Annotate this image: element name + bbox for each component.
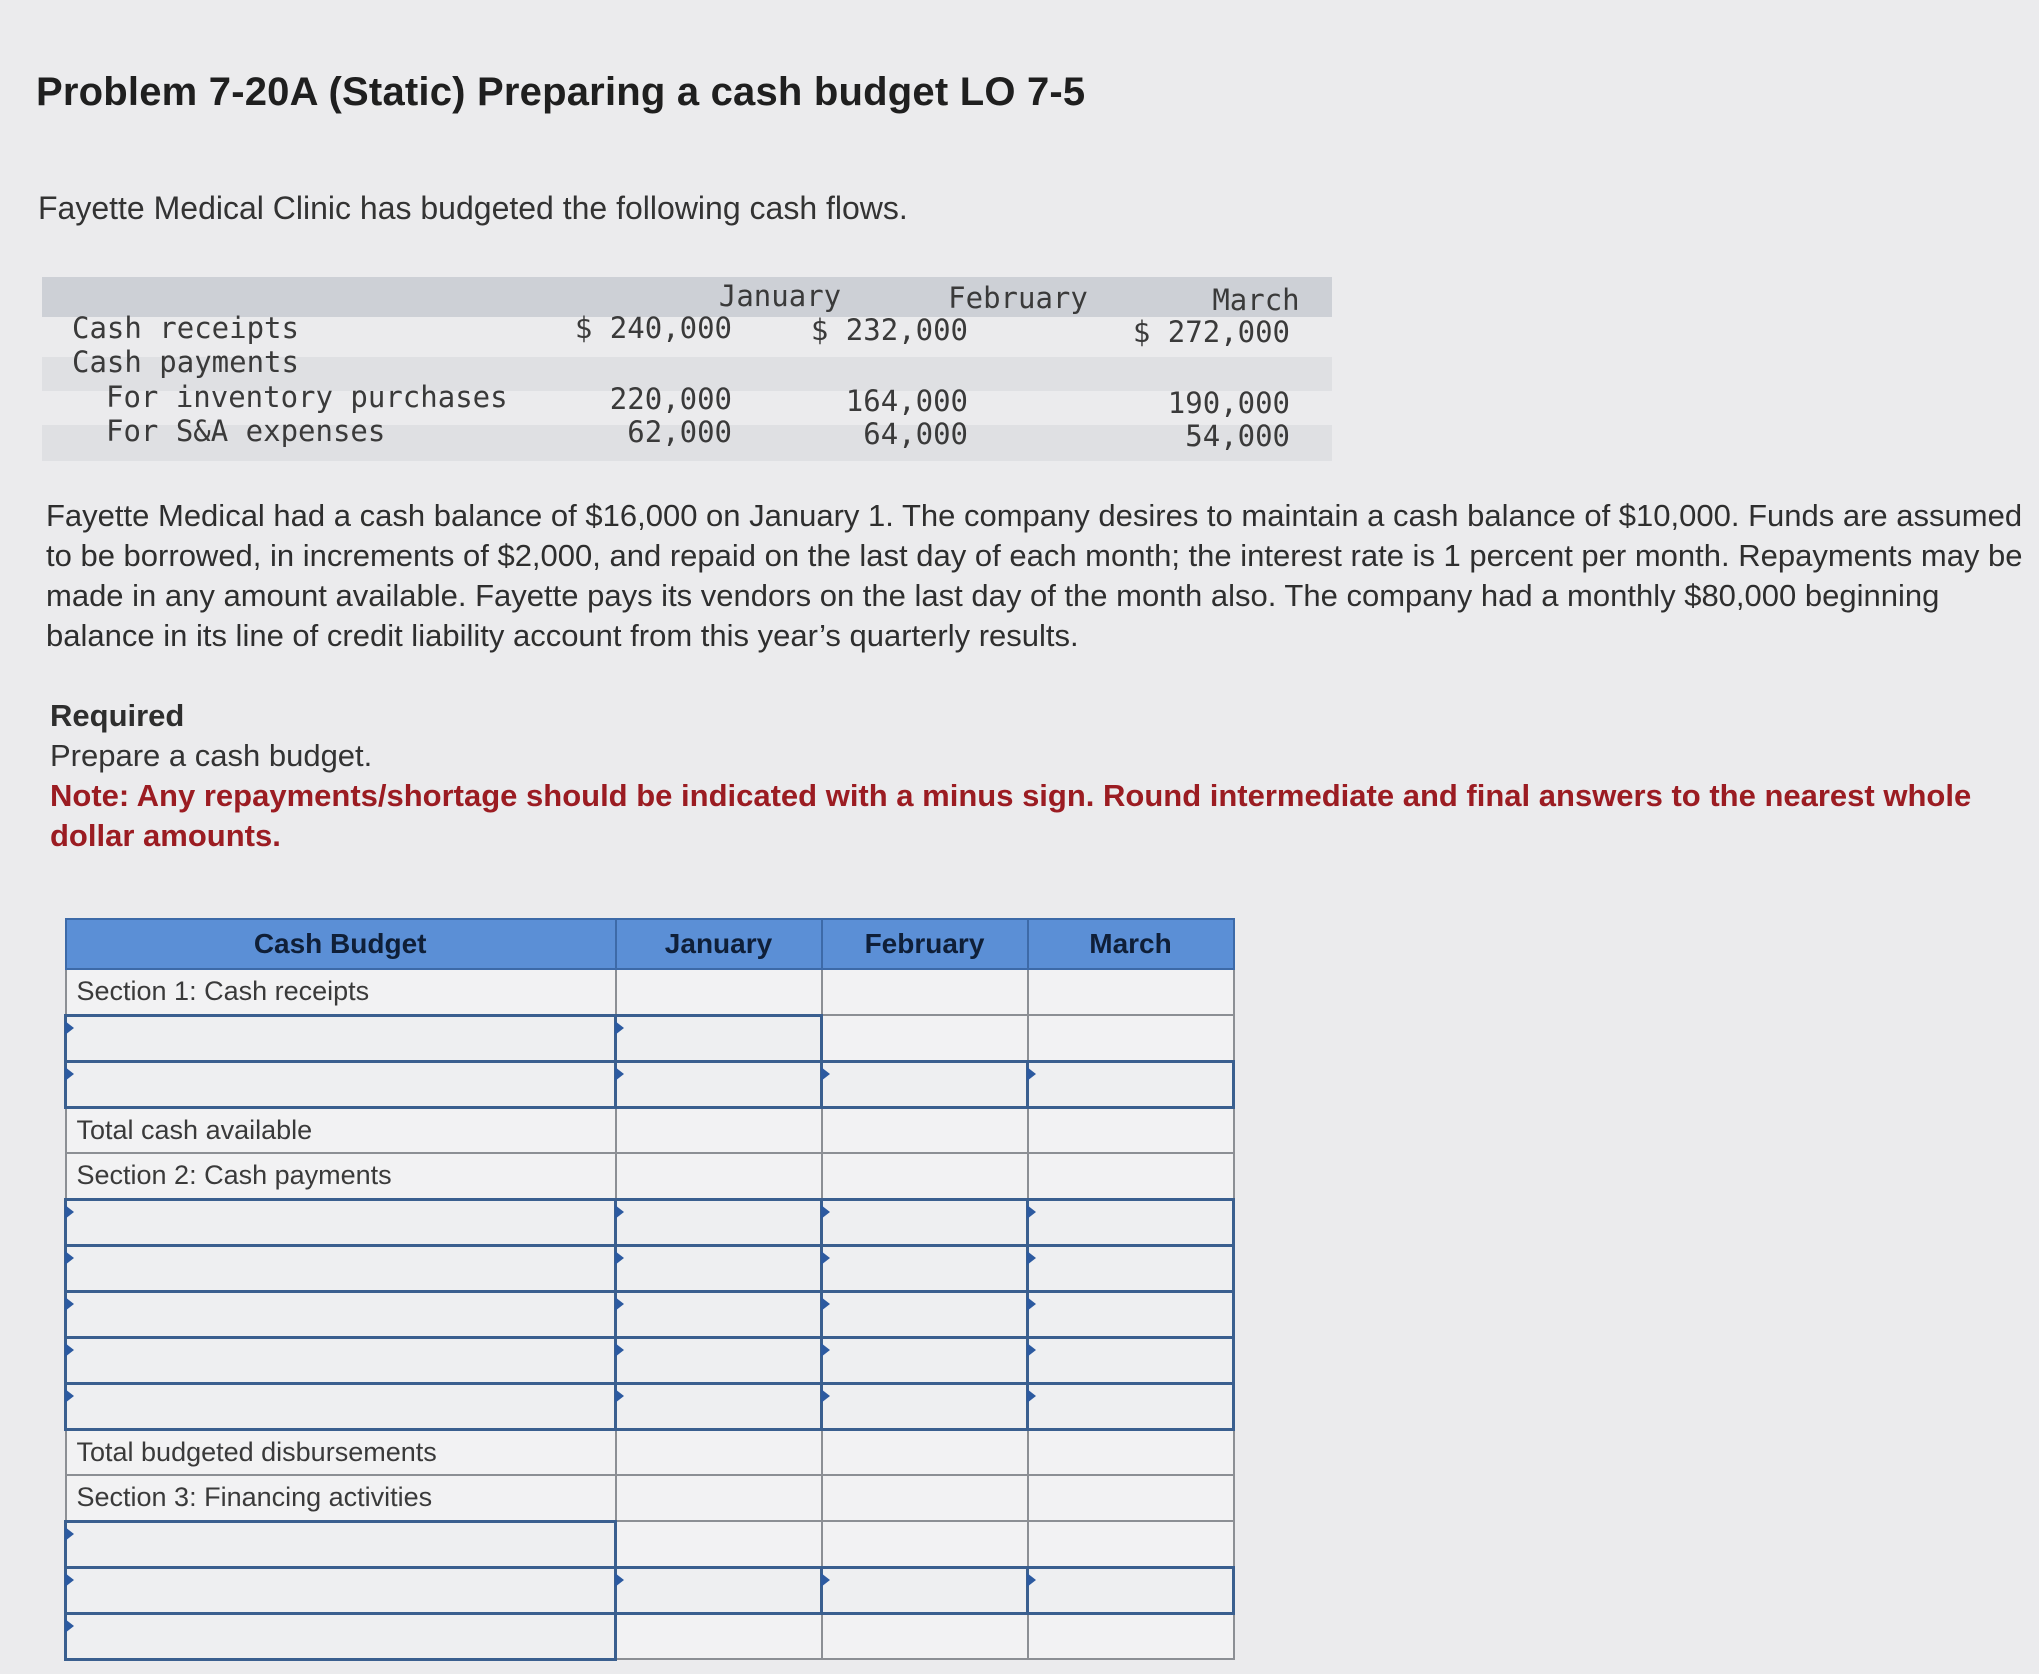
- budget-cell-february: [822, 1383, 1028, 1429]
- budget-amount-input-january[interactable]: [627, 1384, 814, 1429]
- budget-amount-input-february[interactable]: [833, 1384, 1020, 1429]
- budget-amount-input-march[interactable]: [1039, 1568, 1226, 1613]
- budget-cell-january: [616, 1107, 822, 1153]
- budget-label-dropdown[interactable]: [77, 1016, 608, 1061]
- budget-amount-input-march[interactable]: [1039, 1338, 1226, 1383]
- budget-input-row: [66, 1015, 1234, 1061]
- budget-amount-input-february[interactable]: [833, 1338, 1020, 1383]
- given-value: $ 232,000: [810, 313, 968, 347]
- budget-cell-january: [616, 1383, 822, 1429]
- budget-cell-february: [822, 1199, 1028, 1245]
- budget-amount-input-january[interactable]: [627, 1568, 814, 1613]
- budget-cell-january: [616, 1153, 822, 1199]
- budget-cell-february: [822, 1613, 1028, 1659]
- budget-cell-february: [822, 1475, 1028, 1521]
- budget-input-row: [66, 1061, 1234, 1107]
- budget-cell-label: [66, 1015, 616, 1061]
- budget-cell-label: [66, 1061, 616, 1107]
- budget-cell-march: [1028, 1199, 1234, 1245]
- budget-cell-january: [616, 1337, 822, 1383]
- budget-amount-input-january[interactable]: [627, 1338, 814, 1383]
- budget-amount-input-february[interactable]: [833, 1568, 1020, 1613]
- required-note: Note: Any repayments/shortage should be indicated with a minus sign. Round intermediate and final answers to the nearest whole dollar amounts.: [50, 778, 1972, 853]
- given-value: 220,000: [609, 382, 732, 416]
- budget-amount-input-march[interactable]: [1039, 1292, 1226, 1337]
- given-value: 62,000: [627, 415, 732, 449]
- given-row-label: For S&A expenses: [106, 414, 386, 448]
- budget-input-row: [66, 1613, 1234, 1659]
- budget-amount-input-february[interactable]: [833, 1062, 1020, 1107]
- budget-cell-february: [822, 969, 1028, 1015]
- given-month-header: January: [718, 279, 842, 313]
- problem-description: Fayette Medical had a cash balance of $16,000 on January 1. The company desires to maintain a cash balance of $10,000. Funds are assumed to be borrowed, in increments of $2,000, and repaid on the last day of each month; the interest rate is 1 percent per month. Repayments may be made in any amount available. Fayette pays its vendors on the last day of the month also. The company had a monthly $80,000 beginning balance in its line of credit liability account from this year’s quarterly results.: [46, 498, 2023, 653]
- given-month-header: February: [948, 281, 1088, 315]
- budget-input-row: [66, 1383, 1234, 1429]
- budget-cell-february: [822, 1107, 1028, 1153]
- required-task: Prepare a cash budget.: [50, 738, 373, 773]
- budget-input-row: [66, 1521, 1234, 1567]
- budget-label-dropdown[interactable]: [77, 1568, 608, 1613]
- budget-amount-input-january[interactable]: [627, 1062, 814, 1107]
- budget-amount-input-january[interactable]: [627, 1200, 814, 1245]
- budget-amount-input-january[interactable]: [627, 1016, 814, 1061]
- budget-row-label: Section 3: Financing activities: [66, 1475, 616, 1521]
- month-header-march: March: [1028, 919, 1234, 969]
- budget-label-dropdown[interactable]: [77, 1338, 608, 1383]
- budget-amount-input-march[interactable]: [1039, 1062, 1226, 1107]
- budget-cell-january: [616, 1199, 822, 1245]
- budget-label-dropdown[interactable]: [77, 1200, 608, 1245]
- cash-budget-table: [64, 918, 1235, 1661]
- budget-label-dropdown[interactable]: [77, 1246, 608, 1291]
- given-value: 64,000: [863, 417, 968, 451]
- budget-label-dropdown[interactable]: [77, 1292, 608, 1337]
- budget-cell-label: [66, 1337, 616, 1383]
- budget-cell-february: [822, 1153, 1028, 1199]
- cash-budget-header-row: [66, 919, 1234, 969]
- budget-cell-label: [66, 1199, 616, 1245]
- budget-cell-february: [822, 1061, 1028, 1107]
- budget-cell-february: [822, 1015, 1028, 1061]
- budget-amount-input-february[interactable]: [833, 1292, 1020, 1337]
- given-month-header: March: [1212, 283, 1300, 317]
- given-value: $ 240,000: [574, 311, 732, 345]
- given-row-label: For inventory purchases: [106, 380, 508, 414]
- budget-amount-input-february[interactable]: [833, 1246, 1020, 1291]
- given-row-label: Cash receipts: [72, 311, 299, 345]
- budget-cell-march: [1028, 1061, 1234, 1107]
- budget-label-row: [66, 1107, 1234, 1153]
- budget-cell-january: [616, 1567, 822, 1613]
- budget-cell-label: [66, 1567, 616, 1613]
- budget-cell-march: [1028, 1429, 1234, 1475]
- budget-row-label: Total budgeted disbursements: [66, 1429, 616, 1475]
- budget-row-label: Section 1: Cash receipts: [66, 969, 616, 1015]
- budget-input-row: [66, 1337, 1234, 1383]
- given-value: $ 272,000: [1132, 315, 1290, 349]
- budget-row-label: Section 2: Cash payments: [66, 1153, 616, 1199]
- budget-input-row: [66, 1245, 1234, 1291]
- budget-cell-march: [1028, 1291, 1234, 1337]
- budget-label-dropdown[interactable]: [77, 1062, 608, 1107]
- month-header-january: January: [616, 919, 822, 969]
- budget-amount-input-january[interactable]: [627, 1246, 814, 1291]
- budget-cell-february: [822, 1429, 1028, 1475]
- budget-cell-march: [1028, 1245, 1234, 1291]
- budget-amount-input-february[interactable]: [833, 1200, 1020, 1245]
- cash-budget-header-label: Cash Budget: [66, 919, 616, 969]
- budget-label-row: [66, 1429, 1234, 1475]
- budget-label-row: [66, 1475, 1234, 1521]
- budget-input-row: [66, 1291, 1234, 1337]
- budget-cell-january: [616, 1015, 822, 1061]
- budget-amount-input-march[interactable]: [1039, 1200, 1226, 1245]
- given-row-label: Cash payments: [72, 345, 299, 379]
- requirements: [50, 696, 2039, 856]
- budget-cell-march: [1028, 1475, 1234, 1521]
- budget-cell-label: [66, 1613, 616, 1659]
- budget-amount-input-march[interactable]: [1039, 1384, 1226, 1429]
- budget-cell-january: [616, 1291, 822, 1337]
- budget-label-dropdown[interactable]: [77, 1384, 608, 1429]
- budget-amount-input-january[interactable]: [627, 1292, 814, 1337]
- budget-label-row: [66, 969, 1234, 1015]
- required-heading: Required: [50, 698, 185, 733]
- budget-cell-january: [616, 1429, 822, 1475]
- budget-cell-march: [1028, 1383, 1234, 1429]
- page-title: Problem 7-20A (Static) Preparing a cash budget LO 7-5: [36, 70, 1086, 114]
- budget-cell-march: [1028, 1521, 1234, 1567]
- budget-cell-february: [822, 1337, 1028, 1383]
- budget-cell-march: [1028, 1613, 1234, 1659]
- budget-cell-february: [822, 1521, 1028, 1567]
- given-value: 54,000: [1185, 419, 1290, 453]
- budget-cell-march: [1028, 1567, 1234, 1613]
- budget-cell-february: [822, 1245, 1028, 1291]
- given-value: 190,000: [1167, 386, 1290, 420]
- budget-label-row: [66, 1153, 1234, 1199]
- budget-cell-january: [616, 969, 822, 1015]
- given-value: 164,000: [845, 384, 968, 418]
- budget-cell-label: [66, 1383, 616, 1429]
- budget-cell-january: [616, 1245, 822, 1291]
- cash-budget-body: [66, 969, 1234, 1659]
- budget-cell-january: [616, 1521, 822, 1567]
- month-header-february: February: [822, 919, 1028, 969]
- budget-cell-february: [822, 1291, 1028, 1337]
- budget-cell-label: [66, 1291, 616, 1337]
- budget-cell-march: [1028, 1337, 1234, 1383]
- budget-label-dropdown[interactable]: [77, 1614, 608, 1659]
- budget-cell-march: [1028, 1153, 1234, 1199]
- budget-cell-january: [616, 1613, 822, 1659]
- budget-cell-march: [1028, 1015, 1234, 1061]
- budget-row-label: Total cash available: [66, 1107, 616, 1153]
- budget-cell-label: [66, 1521, 616, 1567]
- budget-input-row: [66, 1567, 1234, 1613]
- budget-cell-january: [616, 1061, 822, 1107]
- budget-cell-label: [66, 1245, 616, 1291]
- budget-cell-january: [616, 1475, 822, 1521]
- budget-label-dropdown[interactable]: [77, 1522, 608, 1567]
- budget-cell-march: [1028, 969, 1234, 1015]
- intro-text: Fayette Medical Clinic has budgeted the following cash flows.: [38, 190, 908, 226]
- budget-cell-march: [1028, 1107, 1234, 1153]
- budget-amount-input-march[interactable]: [1039, 1246, 1226, 1291]
- budget-cell-february: [822, 1567, 1028, 1613]
- budget-input-row: [66, 1199, 1234, 1245]
